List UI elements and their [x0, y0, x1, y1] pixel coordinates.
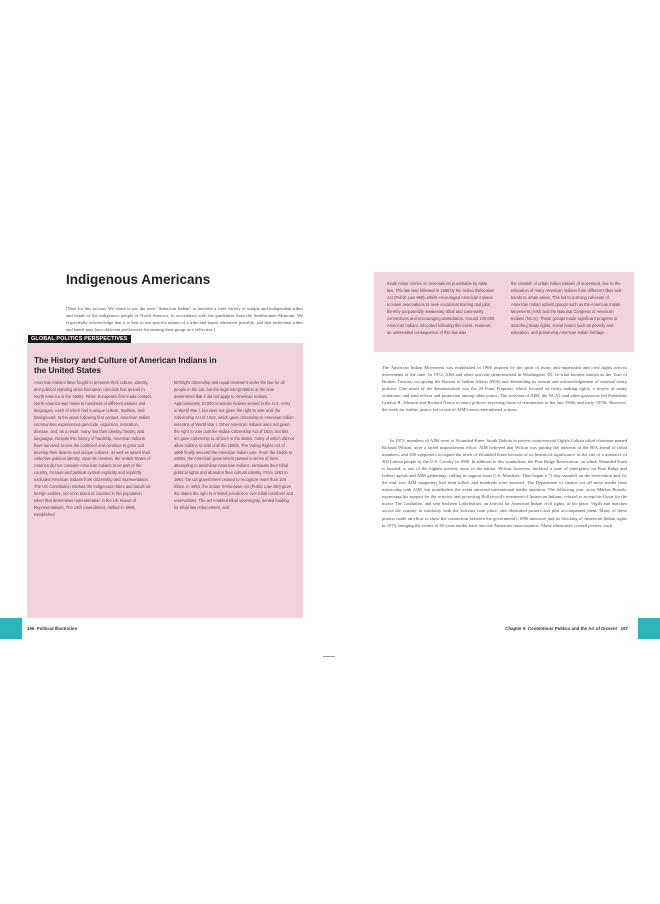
right-page-number: 197	[620, 626, 628, 631]
body-paragraph-2: In 1973, members of AIM went to Wounded Knee, South Dakota to protest controversial Oglala Lakota tribal chairman named Richard Wilson, after a failed impeachment effort. AIM believed that Wilson was putting the interests of the BIA ahead of tribal members, and 200 supporters occupied the town of Wounded Knee because of its historical significance as the site of a massacre of 300 Lakota people by the U.S. Cavalry in 1890. In addition to this symbolism, the Pine Ridge Reservation, on which Wounded Knee is located, is one of the highest poverty areas in the nation. Wilson, however, declared a state of emergency on Pine Ridge and federal agents and AIM gatherings, calling in support from U.S. Marshals. Thus began a 71-day standoff on the reservation and, by the end, two AIM supporters had been killed, and hundreds were arrested. The Department of Justice cut off news media from interacting with AIM, but nonetheless the event attracted international media attention. The following year, actor Marlon Brando, expressing his support for the activists and protesting Hollywood's treatment of American Indians, refused to accept his Oscar for the movie The Godfather, and sent Sacheen Littlefeather, an activist for American Indian civil rights, in his place. Vigils and marches across the country in solidarity with the activists took place, and illustrated posters and pins accompanied them. Many of these posters made an effort to show the connection between the government's 1890 massacre and its blocking of American Indian rights in 1973, bringing the events of 83 years earlier back into the American consciousness. Many illustrators created posters, such	[382, 438, 627, 528]
body-paragraph-1: The American Indian Movement was established in 1968 inspired by the spirit of many anti-imperialist and civil rights activist movements of the time. In 1972, AIM and other activists demonstrated in Washington, DC in what became known as the Trail of Broken Treaties, occupying the Bureau of Indian Affairs (BIA) and demanding its reform and acknowledgement of national treaty policies. One result of the demonstration was the 20 Point Proposal, which focused on treaty making rights, a review of treaty violations, and land reform and protection among other points. The activism of AIM, the NCAI, and other grassroots led Presidents Lyndon B. Johnson and Richard Nixon to enact policies reversing those of termination in the late 1960s and early 1970s. However, the work for further justice led to one of AIM's most remembered actions.	[382, 365, 627, 413]
right-footer-tab	[638, 618, 660, 639]
box-title: The History and Culture of American Indians in the United States	[34, 356, 217, 375]
left-footer-tab	[0, 618, 22, 639]
box-column-2: birthright citizenship and equal treatment under the law for all people in the US, but the legal interpretation at the time determined that it did not apply to American Indians. Approximately 10,000 American Indians served in the U.S. Army in World War I, but were not given the right to vote until the Citizenship Act of 1919, which gave citizenship to American Indian veterans of World War I. Other American Indians were not given the right to vote until the Indian Citizenship Act of 1924, but this act gave citizenship to all born in the states, many of which did not allow Indians to vote until the 1950s. The Voting Rights Act of 1965 finally secured the American Indian vote. From the 1940s to 1960s, the American government passed a series of laws attempting to assimilate American Indians, terminate their tribal political rights and abandon their cultural identity. From 1953 to 1964, the US government ceased to recognize more than 100 tribes. In 1953, the Indian Termination Act (Public Law 280) gave the states the right to criminal jurisdiction over tribal members and reservations. The act enabled tribal sovereignty, denied funding for tribal law enforcement, and	[174, 380, 294, 511]
global-politics-tag: GLOBAL POLITICS PERSPECTIVES	[28, 335, 131, 343]
box-column-1: American Indians have fought to preserve their culture, identity, and political standing since European colonists first arrived in North America in the 1600s. When Europeans first made contact, North America was home to hundreds of different nations and languages, each of which had a unique culture, tradition, and background. In the years following first contact, American Indian communities experienced genocide, expulsion, relocation, disease, and, as a result, many lost their identity, history, and languages. Despite this history of hardship, American Indians have survived across the continent and continue to grow and develop their diverse and unique cultures, as well as assert their collective political identity. Upon its creation, the United States of America did not consider American Indians to be part of the country, for laws and political system explicitly and implicitly excluded American Indians from citizenship and representation. The US Constitution marked the Indigenous tribes and bands as foreign entities, not to be taxed or counted in the population when that determines representation in the US House of Representatives. The 14th Amendment, ratified in 1868, established	[34, 380, 152, 518]
right-footer-title: Contentious Politics and the Art of Dissent	[527, 626, 617, 631]
right-footer	[505, 626, 628, 631]
left-page-number: 196	[27, 626, 35, 631]
chapter-title: Indigenous Americans	[66, 272, 211, 287]
section-note: [Note for this section: We chose to use the term "American Indian" to describe a wide variety of unique and independent tribes and bands of the indigenous people of North America, in accordance with the guidelines from the Smithsonian Museum. We respectfully acknowledge that it is best to use specific names of a tribe and bands whenever possible, and that individual tribes and bands may have different preferences for naming their group as a collective.]	[66, 306, 303, 333]
box-continued-column-1: made minor crimes on reservations punishable by state law. This law was followed in 1956 by the Indian Relocation Act (Public Law 959), which encouraged American Indians to leave reservations to seek vocational training and jobs, thereby purposefully weakening tribal and community connections and encouraging assimilation. Around 100,000 American Indians relocated following this event. However, an unintended consequence of this law was	[387, 281, 495, 335]
page-mark	[323, 656, 335, 657]
box-continued-column-2: the creation of urban Indian nations of movement, due to the relocation of many American Indians from different tribes and bands to urban areas. This led to a strong cohesion of American Indian activist groups such as the American Indian Movement (AIM) and the National Congress of American Indians (NCAI). These groups made significant progress in asserting treaty rights, social issues such as poverty and education, and preserving American Indian heritage.	[511, 281, 622, 335]
left-footer	[27, 626, 77, 631]
left-footer-title: Political Illustration	[36, 626, 78, 631]
right-footer-chapter: Chapter 6	[505, 626, 526, 631]
